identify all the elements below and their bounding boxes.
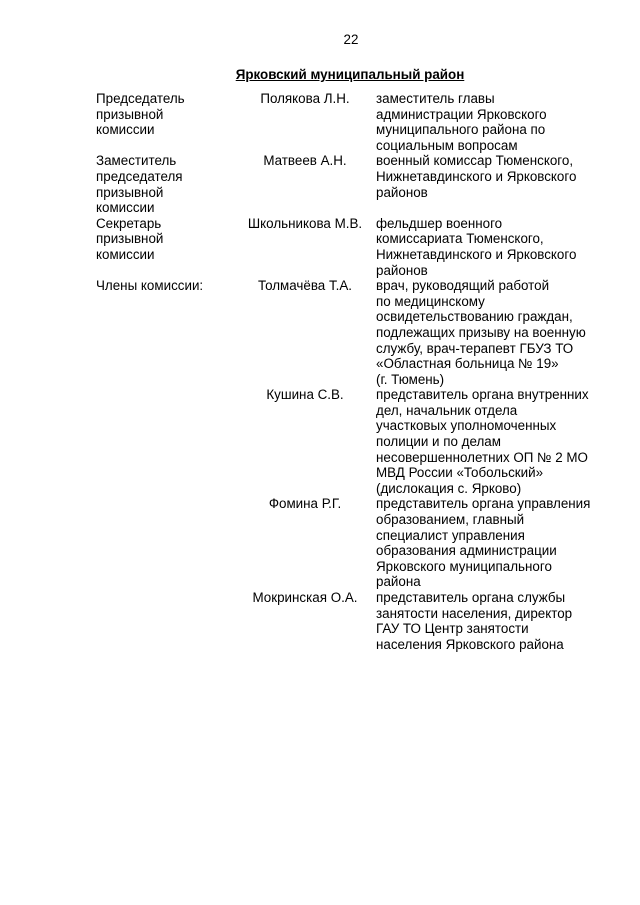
member-position: фельдшер военного комиссариата Тюменского, Нижнетавдинского и Ярковского районов (376, 215, 577, 278)
member-role: Члены комиссии: (96, 278, 204, 294)
member-row-member (96, 387, 608, 496)
page-number: 22 (343, 32, 359, 47)
member-name: Школьникова М.В. (247, 215, 363, 231)
member-position: врач, руководящий работой по медицинскому освидетельствованию граждан, подлежащих призыву на военную службу, врач-терапевт ГБУЗ ТО «Областная больница № 19» (г. Тюмень) (376, 278, 586, 387)
member-row-chairman (96, 91, 608, 153)
member-role: Секретарь призывной комиссии (96, 215, 164, 262)
member-position: военный комиссар Тюменского, Нижнетавдинского и Ярковского районов (376, 153, 577, 200)
member-row-member (96, 496, 608, 590)
member-position: представитель органа внутренних дел, начальник отдела участковых уполномоченных полиции и по делам несовершеннолетних ОП № 2 МО МВД России «Тобольский» (дислокация с. Ярково) (376, 387, 589, 496)
member-position: представитель органа службы занятости населения, директор ГАУ ТО Центр занятости населения Ярковского района (376, 590, 573, 652)
member-position: заместитель главы администрации Ярковского муниципального района по социальным вопросам (376, 91, 547, 153)
member-name: Фомина Р.Г. (268, 496, 342, 512)
member-row-deputy-chairman (96, 153, 608, 215)
member-row-member (96, 278, 608, 387)
member-position: представитель органа управления образованием, главный специалист управления образования администрации Ярковского муниципального района (376, 496, 591, 590)
commission-roster (96, 91, 608, 652)
member-name: Толмачёва Т.А. (257, 278, 353, 294)
member-role: Председатель призывной комиссии (96, 91, 185, 138)
member-row-member (96, 590, 608, 652)
member-role: Заместитель председателя призывной комиссии (96, 153, 183, 216)
section-title: Ярковский муниципальный район (235, 67, 465, 82)
member-name: Полякова Л.Н. (260, 91, 350, 106)
member-name: Кушина С.В. (266, 387, 344, 403)
member-row-secretary (96, 216, 608, 278)
member-name: Матвеев А.Н. (263, 153, 347, 169)
member-name: Мокринская О.А. (252, 590, 358, 605)
